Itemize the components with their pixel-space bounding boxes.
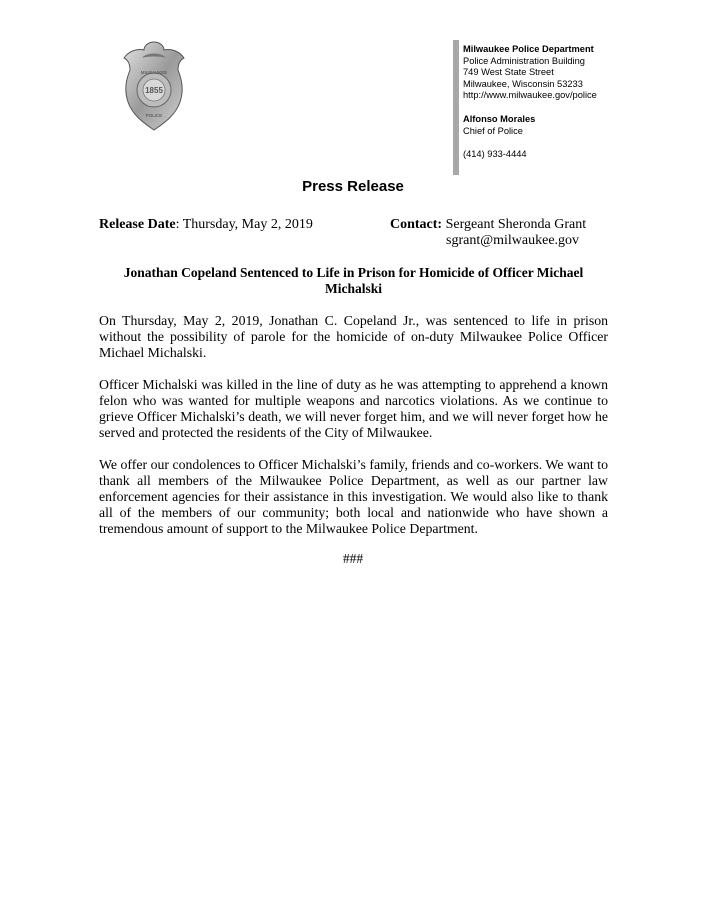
contact-label: Contact:: [390, 217, 443, 232]
headline: Jonathan Copeland Sentenced to Life in Prison for Homicide of Officer Michael Michalski: [123, 265, 584, 296]
contact-name: Sergeant Sheronda Grant: [445, 217, 587, 232]
contact-email[interactable]: sgrant@milwaukee.gov: [446, 233, 580, 248]
end-mark: ###: [342, 551, 364, 566]
letterhead-divider: [453, 40, 459, 175]
chief-name: Alfonso Morales: [463, 113, 536, 124]
phone-number: (414) 933-4444: [463, 149, 527, 160]
paragraph-3: We offer our condolences to Officer Michalski’s family, friends and co-workers. We want to thank all members of the Milwaukee Police Department, as well as our partner law enforcement agencies for their assistance in this investigation. We would also like to thank all of the members of our community; both local and nationwide who have shown a tremendous amount of support to the Milwaukee Police Department.: [99, 457, 608, 536]
release-date: [99, 217, 313, 233]
city-address: Milwaukee, Wisconsin 53233: [463, 78, 583, 89]
chief-title: Chief of Police: [463, 125, 523, 136]
paragraph-1: On Thursday, May 2, 2019, Jonathan C. Copeland Jr., was sentenced to life in prison without the possibility of parole for the homicide of on-duty Milwaukee Police Officer Michael Michalski.: [99, 313, 608, 360]
building-name: Police Administration Building: [463, 55, 585, 66]
letterhead: [463, 44, 693, 161]
street-address: 749 West State Street: [463, 67, 554, 78]
contact: [390, 217, 586, 233]
badge-text-top: MILWAUKEE: [140, 70, 168, 75]
release-date-label: Release Date: [99, 217, 176, 232]
police-badge-logo: [120, 40, 188, 132]
page-title: Press Release: [302, 178, 404, 195]
department-name: Milwaukee Police Department: [463, 44, 594, 54]
website-link[interactable]: http://www.milwaukee.gov/police: [463, 90, 597, 101]
badge-text-bottom: POLICE: [145, 113, 163, 118]
paragraph-2: Officer Michalski was killed in the line of duty as he was attempting to apprehend a known felon who was wanted for multiple weapons and narcotics violations. As we continue to grieve Officer Michalski’s death, we will never forget him, and we will never forget how he served and protected the residents of the City of Milwaukee.: [99, 377, 608, 440]
release-date-value: : Thursday, May 2, 2019: [175, 217, 313, 232]
badge-number: 1855: [145, 86, 163, 95]
